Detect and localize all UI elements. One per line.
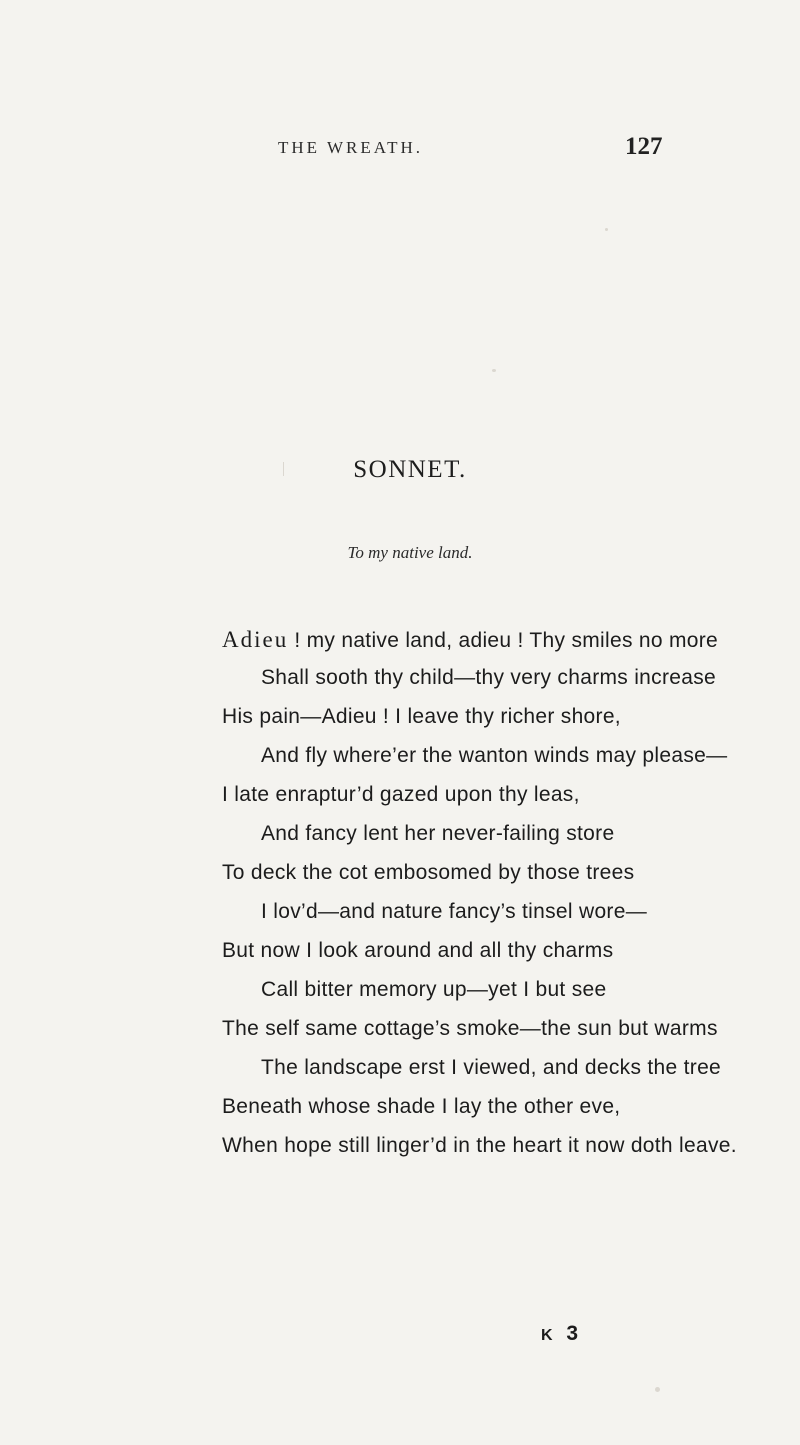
- poem-line-14: When hope still linger’d in the heart it now doth leave.: [222, 1134, 737, 1157]
- poem-line-11: The self same cottage’s smoke—the sun but warms: [222, 1017, 718, 1040]
- poem-line-1: [222, 627, 718, 653]
- first-word: Adieu: [222, 627, 289, 652]
- signature-letter: K: [541, 1327, 557, 1344]
- page-number: 127: [625, 133, 663, 160]
- poem-dedication: To my native land.: [347, 543, 473, 562]
- poem-line-8: I lov’d—and nature fancy’s tinsel wore—: [261, 900, 647, 923]
- first-line-rest: ! my native land, adieu ! Thy smiles no more: [288, 629, 719, 652]
- poem-line-5: I late enraptur’d gazed upon thy leas,: [222, 783, 580, 806]
- poem-line-6: And fancy lent her never-failing store: [261, 822, 615, 845]
- paper-speck: [605, 228, 608, 231]
- poem-line-4: And fly where’er the wanton winds may please—: [261, 744, 728, 767]
- poem-line-3: His pain—Adieu ! I leave thy richer shore,: [222, 705, 621, 728]
- paper-speck: [655, 1387, 660, 1392]
- running-head: THE WREATH.: [278, 138, 424, 157]
- poem-line-13: Beneath whose shade I lay the other eve,: [222, 1095, 621, 1118]
- poem-line-2: Shall sooth thy child—thy very charms increase: [261, 666, 716, 689]
- signature-number: 3: [566, 1322, 583, 1345]
- poem-line-7: To deck the cot embosomed by those trees: [222, 861, 635, 884]
- paper-speck: [492, 369, 496, 372]
- signature-mark: [541, 1322, 582, 1346]
- paper-speck: [283, 462, 284, 476]
- poem-line-9: But now I look around and all thy charms: [222, 939, 614, 962]
- poem-title: SONNET.: [353, 456, 467, 483]
- poem-line-12: The landscape erst I viewed, and decks the tree: [261, 1056, 722, 1079]
- poem-line-10: Call bitter memory up—yet I but see: [261, 978, 607, 1001]
